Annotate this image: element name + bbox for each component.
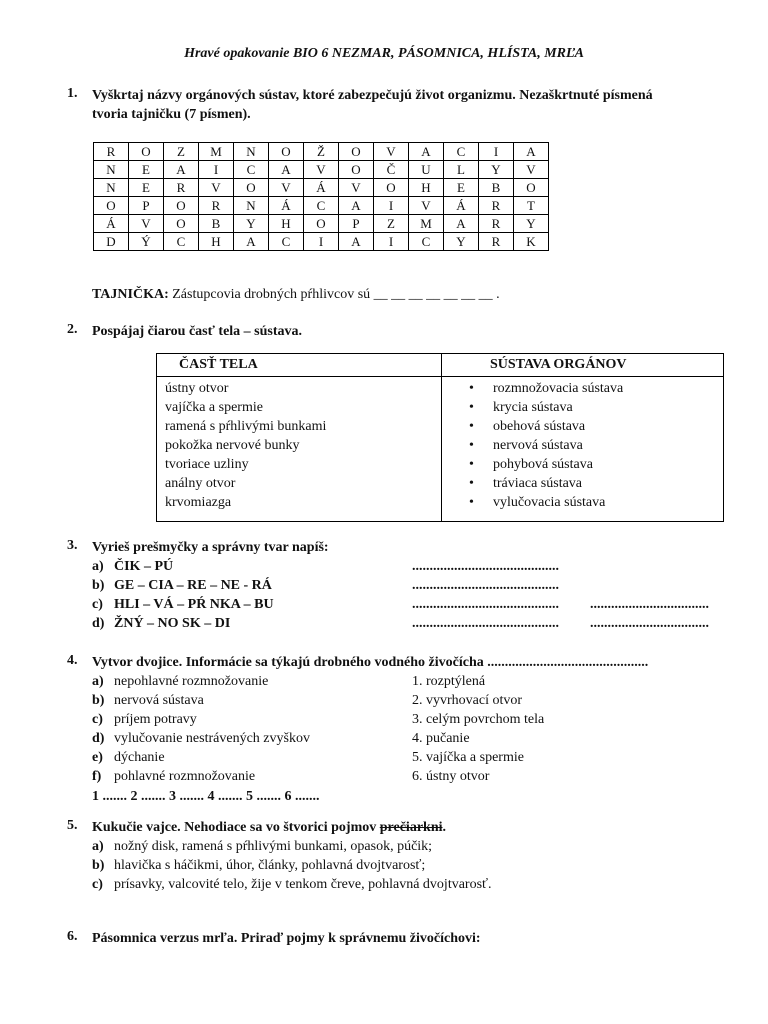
term-set (92, 837, 747, 856)
organ-system-list (467, 379, 623, 512)
grid-cell[interactable]: Á (304, 179, 339, 197)
answer-blank[interactable]: .......................................... (412, 559, 559, 574)
grid-cell[interactable]: R (199, 197, 234, 215)
grid-cell[interactable]: R (479, 215, 514, 233)
page-title: Hravé opakovanie BIO 6 NEZMAR, PÁSOMNICA, HLÍSTA, MRĽA (184, 46, 584, 61)
grid-cell[interactable]: V (304, 161, 339, 179)
pair-right-item: 5. vajíčka a spermie (412, 750, 524, 765)
question-5 (67, 818, 747, 894)
pair-left-item (92, 729, 310, 748)
grid-cell[interactable]: E (444, 179, 479, 197)
pair-left-item (92, 672, 310, 691)
grid-cell[interactable]: I (199, 161, 234, 179)
grid-cell[interactable]: E (129, 161, 164, 179)
grid-cell[interactable]: Y (444, 233, 479, 251)
anagram-text: HLI – VÁ – PŔ NKA – BU (114, 597, 274, 612)
item-letter: d) (92, 616, 105, 631)
pair-left-item (92, 748, 310, 767)
term-set-text[interactable]: hlavička s háčikmi, úhor, články, pohlavná dvojtvarosť; (114, 858, 426, 873)
item-letter: f) (92, 769, 102, 784)
grid-cell[interactable]: O (374, 179, 409, 197)
grid-cell[interactable]: Y (234, 215, 269, 233)
pair-left-item (92, 767, 310, 786)
anagram-text: ČIK – PÚ (114, 559, 174, 574)
item-letter: a) (92, 839, 104, 854)
grid-cell[interactable]: L (444, 161, 479, 179)
grid-cell[interactable]: O (129, 143, 164, 161)
item-letter: c) (92, 712, 103, 727)
item-letter: c) (92, 597, 103, 612)
grid-cell[interactable]: C (409, 233, 444, 251)
anagram-item (92, 576, 747, 595)
grid-cell[interactable]: V (269, 179, 304, 197)
grid-cell[interactable]: P (129, 197, 164, 215)
question-number: 2. (67, 322, 78, 337)
grid-row (94, 161, 549, 179)
pair-left-list (92, 672, 310, 786)
grid-cell[interactable]: H (409, 179, 444, 197)
grid-cell[interactable]: Á (444, 197, 479, 215)
question-text: Kukučie vajce. Nehodiace sa vo štvorici pojmov prečiarkni. (92, 820, 446, 835)
pair-answers[interactable]: 1 ....... 2 ....... 3 ....... 4 ....... 5 ....... 6 ....... (92, 789, 320, 804)
grid-cell[interactable]: D (94, 233, 129, 251)
grid-cell[interactable]: N (94, 179, 129, 197)
item-text: pohlavné rozmnožovanie (114, 769, 256, 784)
grid-cell[interactable]: V (374, 143, 409, 161)
grid-row (94, 179, 549, 197)
grid-cell[interactable]: Y (514, 215, 549, 233)
grid-cell[interactable]: Ž (304, 143, 339, 161)
term-set (92, 856, 747, 875)
question-2 (67, 322, 747, 341)
anagram-text: ŽNÝ – NO SK – DI (114, 616, 231, 631)
item-letter: e) (92, 750, 103, 765)
pair-right-item: 4. pučanie (412, 731, 470, 746)
grid-cell[interactable]: V (199, 179, 234, 197)
pair-right-item: 6. ústny otvor (412, 769, 490, 784)
question-1 (67, 86, 747, 124)
organ-system-item[interactable]: • nervová sústava (467, 436, 623, 455)
question-3 (67, 538, 747, 633)
grid-cell[interactable]: A (339, 233, 374, 251)
grid-cell[interactable]: N (234, 197, 269, 215)
body-part-item[interactable]: análny otvor (165, 476, 236, 491)
grid-cell[interactable]: Ý (129, 233, 164, 251)
item-letter: b) (92, 578, 105, 593)
term-set-text[interactable]: prísavky, valcovité telo, žije v tenkom čreve, pohlavná dvojtvarosť. (114, 877, 492, 892)
organ-system-item[interactable]: • tráviaca sústava (467, 474, 623, 493)
organ-system-item[interactable]: • pohybová sústava (467, 455, 623, 474)
strike-word: prečiarkni (379, 820, 443, 835)
item-letter: c) (92, 877, 103, 892)
grid-cell[interactable]: A (514, 143, 549, 161)
grid-cell[interactable]: H (199, 233, 234, 251)
answer-blank[interactable]: .......................................... (412, 597, 559, 612)
pair-right-item: 2. vyvrhovací otvor (412, 693, 523, 708)
grid-cell[interactable]: C (444, 143, 479, 161)
grid-cell[interactable]: Č (374, 161, 409, 179)
body-part-item[interactable]: tvoriace uzliny (165, 457, 249, 472)
grid-cell[interactable]: V (129, 215, 164, 233)
grid-cell[interactable]: B (199, 215, 234, 233)
grid-row (94, 197, 549, 215)
grid-cell[interactable]: Á (94, 215, 129, 233)
grid-cell[interactable]: I (374, 197, 409, 215)
question-number: 5. (67, 818, 78, 833)
grid-cell[interactable]: V (409, 197, 444, 215)
header-body-part: ČASŤ TELA (179, 357, 258, 372)
grid-cell[interactable]: E (129, 179, 164, 197)
grid-cell[interactable]: C (164, 233, 199, 251)
grid-cell[interactable]: Y (479, 161, 514, 179)
grid-cell[interactable]: B (479, 179, 514, 197)
question-number: 6. (67, 929, 78, 944)
organ-system-item[interactable]: • rozmnožovacia sústava (467, 379, 623, 398)
item-text: dýchanie (114, 750, 165, 765)
tajnicka-line (67, 285, 747, 304)
question-text: Vyrieš prešmyčky a správny tvar napíš: (92, 540, 329, 555)
answer-blank[interactable]: .......................................... (412, 578, 559, 593)
term-set-text[interactable]: nožný disk, ramená s pŕhlivými bunkami, opasok, púčik; (114, 839, 433, 854)
organ-system-item[interactable]: • obehová sústava (467, 417, 623, 436)
item-letter: a) (92, 674, 104, 689)
grid-row (94, 215, 549, 233)
item-letter: b) (92, 693, 105, 708)
grid-cell[interactable]: V (339, 179, 374, 197)
question-text-line2: tvoria tajničku (7 písmen). (92, 107, 251, 122)
question-4 (67, 653, 747, 806)
grid-cell[interactable]: O (164, 215, 199, 233)
word-search-grid[interactable] (93, 142, 549, 251)
grid-cell[interactable]: H (269, 215, 304, 233)
grid-cell[interactable]: C (234, 161, 269, 179)
organ-system-item[interactable]: • vylučovacia sústava (467, 493, 623, 512)
anagram-item (92, 595, 747, 614)
anagram-item (92, 614, 747, 633)
body-part-item[interactable]: pokožka nervové bunky (165, 438, 300, 453)
item-letter: a) (92, 559, 104, 574)
grid-cell[interactable]: Z (374, 215, 409, 233)
grid-cell[interactable]: A (339, 197, 374, 215)
anagram-text: GE – CIA – RE – NE - RÁ (114, 578, 272, 593)
grid-cell[interactable]: T (514, 197, 549, 215)
grid-cell[interactable]: M (199, 143, 234, 161)
body-part-item[interactable]: ramená s pŕhlivými bunkami (165, 419, 327, 434)
grid-cell[interactable]: N (234, 143, 269, 161)
grid-row (94, 233, 549, 251)
answer-blank-2[interactable]: .................................. (590, 616, 709, 631)
question-text: Pásomnica verzus mrľa. Priraď pojmy k správnemu živočíchovi: (92, 931, 481, 946)
grid-cell[interactable]: A (269, 161, 304, 179)
grid-cell[interactable]: O (94, 197, 129, 215)
grid-cell[interactable]: O (339, 143, 374, 161)
grid-cell[interactable]: R (94, 143, 129, 161)
pair-left-item (92, 691, 310, 710)
grid-cell[interactable]: K (514, 233, 549, 251)
item-text: príjem potravy (114, 712, 197, 727)
question-number: 1. (67, 86, 78, 101)
grid-cell[interactable]: C (304, 197, 339, 215)
pair-left-item (92, 710, 310, 729)
matching-table (156, 353, 724, 522)
pair-right-item: 1. rozptýlená (412, 674, 486, 689)
grid-cell[interactable]: O (269, 143, 304, 161)
question-number: 3. (67, 538, 78, 553)
grid-cell[interactable]: V (514, 161, 549, 179)
question-number: 4. (67, 653, 78, 668)
anagram-list (92, 557, 747, 633)
grid-cell[interactable]: I (479, 143, 514, 161)
grid-cell[interactable]: R (479, 197, 514, 215)
grid-cell[interactable]: O (164, 197, 199, 215)
grid-cell[interactable]: U (409, 161, 444, 179)
grid-cell[interactable]: R (479, 233, 514, 251)
grid-row (94, 143, 549, 161)
grid-cell[interactable]: Z (164, 143, 199, 161)
pair-right-item: 3. celým povrchom tela (412, 712, 545, 727)
body-part-item[interactable]: ústny otvor (165, 381, 229, 396)
grid-cell[interactable]: Á (269, 197, 304, 215)
answer-blank[interactable]: .......................................... (412, 616, 559, 631)
body-part-item[interactable]: vajíčka a spermie (165, 400, 263, 415)
tajnicka-blank[interactable]: Zástupcovia drobných pŕhlivcov sú __ __ __ __ __ __ __ . (168, 287, 500, 302)
item-text: nepohlavné rozmnožovanie (114, 674, 269, 689)
tajnicka-label: TAJNIČKA: (92, 287, 169, 302)
grid-cell[interactable]: N (94, 161, 129, 179)
item-letter: d) (92, 731, 105, 746)
grid-cell[interactable]: O (339, 161, 374, 179)
grid-cell[interactable]: O (234, 179, 269, 197)
grid-cell[interactable]: O (514, 179, 549, 197)
grid-cell[interactable]: A (444, 215, 479, 233)
pair-right-list (412, 672, 544, 786)
grid-cell[interactable]: A (234, 233, 269, 251)
grid-cell[interactable]: M (409, 215, 444, 233)
anagram-item (92, 557, 747, 576)
grid-cell[interactable]: A (164, 161, 199, 179)
grid-cell[interactable]: R (164, 179, 199, 197)
item-text: nervová sústava (114, 693, 204, 708)
answer-blank-2[interactable]: .................................. (590, 597, 709, 612)
term-set (92, 875, 747, 894)
grid-cell[interactable]: O (304, 215, 339, 233)
organ-system-item[interactable]: • krycia sústava (467, 398, 623, 417)
question-text: Vytvor dvojice. Informácie sa týkajú drobného vodného živočícha .............................................. (92, 655, 649, 670)
item-letter: b) (92, 858, 105, 873)
question-text-line1: Vyškrtaj názvy orgánových sústav, ktoré zabezpečujú život organizmu. Nezaškrtnuté písmená (92, 88, 653, 103)
body-part-list (165, 379, 326, 512)
grid-cell[interactable]: I (374, 233, 409, 251)
grid-cell[interactable]: A (409, 143, 444, 161)
body-part-item[interactable]: krvomiazga (165, 495, 232, 510)
item-text: vylučovanie nestrávených zvyškov (114, 731, 310, 746)
question-6 (67, 929, 747, 948)
grid-cell[interactable]: P (339, 215, 374, 233)
header-organ-system: SÚSTAVA ORGÁNOV (490, 357, 627, 372)
grid-cell[interactable]: I (304, 233, 339, 251)
grid-cell[interactable]: C (269, 233, 304, 251)
question-text: Pospájaj čiarou časť tela – sústava. (92, 324, 303, 339)
odd-one-out-list (92, 837, 747, 894)
